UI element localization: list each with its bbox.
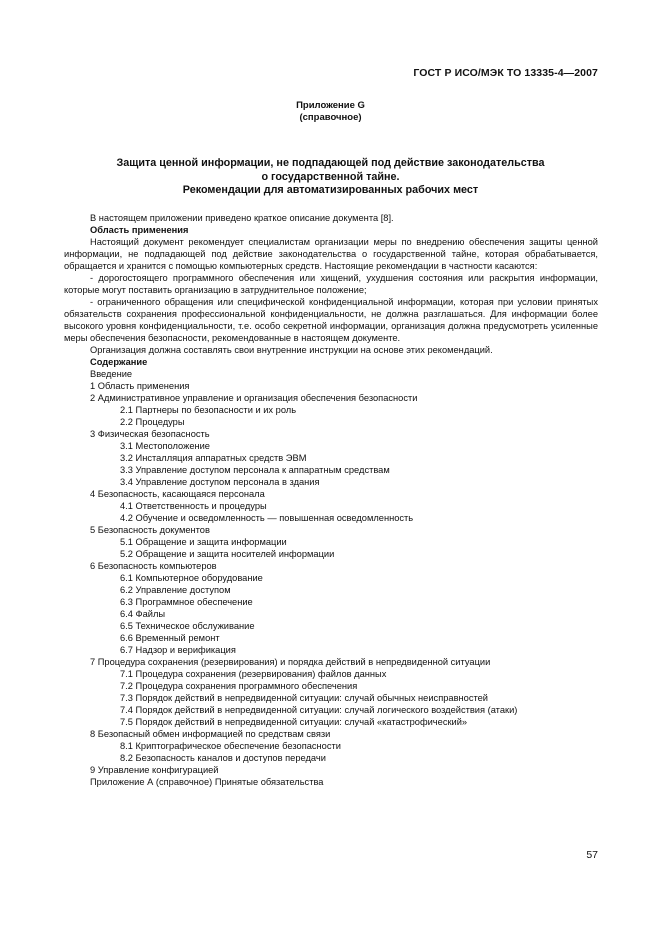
toc-entry: 5.1 Обращение и защита информации bbox=[120, 537, 287, 547]
toc-entry: 2.2 Процедуры bbox=[120, 417, 185, 427]
toc-entry: 6.5 Техническое обслуживание bbox=[120, 621, 255, 631]
title-line-3: Рекомендации для автоматизированных рабочих мест bbox=[182, 184, 479, 196]
toc-entry: 3.4 Управление доступом персонала в здания bbox=[120, 477, 320, 487]
toc-entry: 7.4 Порядок действий в непредвиденной ситуации: случай логического воздействия (атаки) bbox=[120, 705, 518, 715]
page-number: 57 bbox=[586, 849, 598, 861]
toc-entry: 7 Процедура сохранения (резервирования) и порядка действий в непредвиденной ситуации bbox=[90, 657, 491, 667]
toc-entry: 8 Безопасный обмен информацией по средствам связи bbox=[90, 729, 331, 739]
toc-entry: 4.1 Ответственность и процедуры bbox=[120, 501, 267, 511]
contents-heading: Содержание bbox=[90, 357, 148, 367]
scope-paragraph: - ограниченного обращения или специфической конфиденциальной информации, которая при условии принятых обязательств сохранения профессиональной конфиденциальности, не должна разглашаться. Для информации более высокого уровня конфиденциальности, т.е. особо секретной информации, организация должна предусмотреть усиленные меры обеспечения безопасности, рекомендованные в настоящем документе. bbox=[64, 297, 598, 343]
toc-entry: 1 Область применения bbox=[90, 381, 190, 391]
page-title bbox=[0, 157, 661, 198]
toc-entry: 2.1 Партнеры по безопасности и их роль bbox=[120, 405, 297, 415]
toc-entry: 3.1 Местоположение bbox=[120, 441, 210, 451]
toc-entry: 4.2 Обучение и осведомленность — повышенная осведомленность bbox=[120, 513, 414, 523]
toc-entry: 8.2 Безопасность каналов и доступов передачи bbox=[120, 753, 326, 763]
toc-entry: 6.2 Управление доступом bbox=[120, 585, 231, 595]
toc-entry: 6.7 Надзор и верификация bbox=[120, 645, 236, 655]
toc-entry: 7.2 Процедура сохранения программного обеспечения bbox=[120, 681, 358, 691]
toc-entry: 4 Безопасность, касающаяся персонала bbox=[90, 489, 265, 499]
toc-entry: 6.6 Временный ремонт bbox=[120, 633, 220, 643]
toc-entry: 9 Управление конфигурацией bbox=[90, 765, 219, 775]
toc-entry: 7.3 Порядок действий в непредвиденной ситуации: случай обычных неисправностей bbox=[120, 693, 488, 703]
document-body bbox=[64, 212, 598, 788]
toc-entry: 3.3 Управление доступом персонала к аппаратным средствам bbox=[120, 465, 390, 475]
toc-entry: Введение bbox=[90, 369, 133, 379]
appendix-kind: (справочное) bbox=[299, 112, 362, 123]
toc-entry: 3 Физическая безопасность bbox=[90, 429, 210, 439]
toc-entry: 8.1 Криптографическое обеспечение безопасности bbox=[120, 741, 341, 751]
scope-paragraph: Настоящий документ рекомендует специалистам организации меры по внедрению обеспечения защиты ценной информации, не подпадающей под действие законодательства о государственной тайне, которая обрабатывается, обращается и хранится с помощью компьютерных средств. Настоящие рекомендации в частности касаются: bbox=[64, 237, 598, 271]
toc-entry: 5.2 Обращение и защита носителей информации bbox=[120, 549, 335, 559]
toc-entry: 7.5 Порядок действий в непредвиденной ситуации: случай «катастрофический» bbox=[120, 717, 468, 727]
title-line-2: о государственной тайне. bbox=[261, 170, 400, 183]
toc-entry: Приложение А (справочное) Принятые обязательства bbox=[90, 777, 324, 787]
toc-entry: 3.2 Инсталляция аппаратных средств ЭВМ bbox=[120, 453, 307, 463]
title-line-1: Защита ценной информации, не подпадающей под действие законодательства bbox=[116, 157, 545, 169]
toc-entry: 7.1 Процедура сохранения (резервирования) файлов данных bbox=[120, 669, 387, 679]
appendix-heading bbox=[0, 100, 661, 124]
scope-paragraph: Организация должна составлять свои внутренние инструкции на основе этих рекомендаций. bbox=[90, 345, 493, 355]
document-header: ГОСТ Р ИСО/МЭК ТО 13335-4—2007 bbox=[413, 67, 598, 79]
intro-paragraph: В настоящем приложении приведено краткое описание документа [8]. bbox=[90, 213, 394, 223]
toc-entry: 5 Безопасность документов bbox=[90, 525, 210, 535]
toc-entry: 6.1 Компьютерное оборудование bbox=[120, 573, 263, 583]
toc-entry: 6.3 Программное обеспечение bbox=[120, 597, 253, 607]
toc-entry: 6 Безопасность компьютеров bbox=[90, 561, 217, 571]
toc-entry: 6.4 Файлы bbox=[120, 609, 166, 619]
scope-heading: Область применения bbox=[90, 225, 189, 235]
toc-entry: 2 Административное управление и организация обеспечения безопасности bbox=[90, 393, 418, 403]
scope-paragraph: - дорогостоящего программного обеспечения или хищений, ухудшения состояния или раскрытия информации, которые могут поставить организацию в затруднительное положение; bbox=[64, 273, 598, 295]
table-of-contents bbox=[64, 368, 598, 788]
appendix-label: Приложение G bbox=[296, 100, 365, 111]
